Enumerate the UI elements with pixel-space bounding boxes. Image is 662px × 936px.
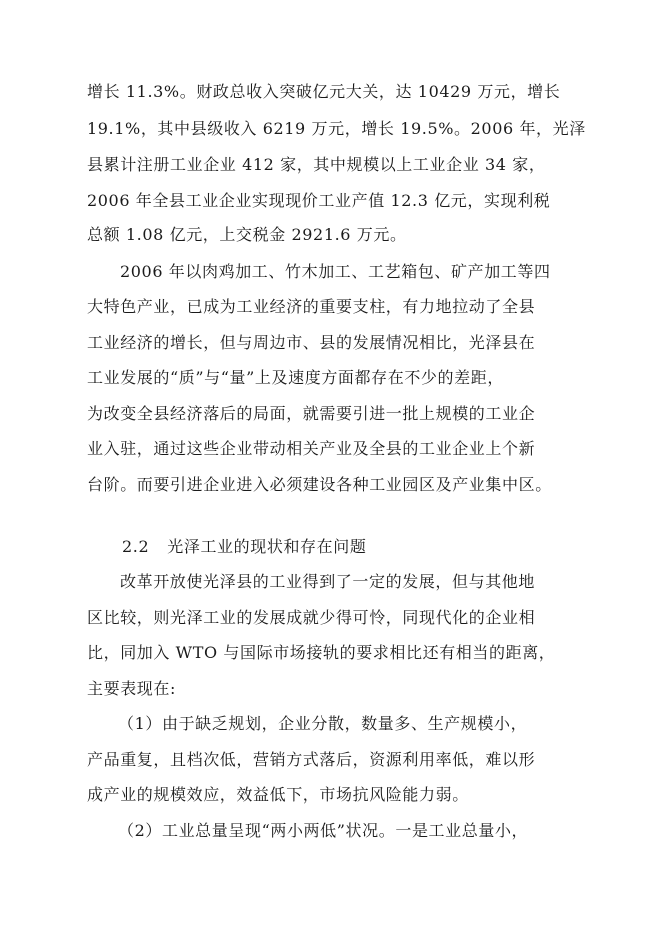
- text-line: 2006 年以肉鸡加工、竹木加工、工艺箱包、矿产加工等四: [120, 262, 551, 281]
- text-line: 成产业的规模效应，效益低下，市场抗风险能力弱。: [87, 785, 469, 804]
- text-line: 比，同加入 WTO 与国际市场接轨的要求相比还有相当的距离，: [87, 643, 556, 662]
- section-title: 光泽工业的现状和存在问题: [167, 537, 367, 556]
- text-line: 19.1%，其中县级收入 6219 万元，增长 19.5%。2006 年，光泽: [87, 119, 586, 138]
- text-line: 为改变全县经济落后的局面，就需要引进一批上规模的工业企: [87, 404, 536, 423]
- text-line: 台阶。而要引进企业进入必须建设各种工业园区及产业集中区。: [87, 475, 552, 494]
- text-line: （2）工业总量呈现“两小两低”状况。一是工业总量小，: [118, 821, 529, 840]
- section-number: 2.2: [122, 537, 150, 556]
- text-line: 主要表现在:: [87, 679, 176, 698]
- text-line: 县累计注册工业企业 412 家，其中规模以上工业企业 34 家，: [87, 155, 546, 174]
- text-line: 工业发展的“质”与“量”上及速度方面都存在不少的差距，: [87, 368, 504, 387]
- text-line: 区比较，则光泽工业的发展成就少得可怜，同现代化的企业相: [87, 608, 536, 627]
- section-heading: [122, 537, 366, 557]
- text-line: 业入驻，通过这些企业带动相关产业及全县的工业企业上个新: [87, 439, 536, 458]
- text-line: （1）由于缺乏规划，企业分散，数量多、生产规模小，: [118, 714, 528, 733]
- text-line: 总额 1.08 亿元，上交税金 2921.6 万元。: [87, 225, 407, 244]
- text-line: 工业经济的增长，但与周边市、县的发展情况相比，光泽县在: [87, 333, 536, 352]
- text-line: 改革开放使光泽县的工业得到了一定的发展，但与其他地: [120, 572, 536, 591]
- text-line: 2006 年全县工业企业实现现价工业产值 12.3 亿元，实现利税: [87, 191, 551, 210]
- text-line: 增长 11.3%。财政总收入突破亿元大关，达 10429 万元，增长: [87, 82, 561, 101]
- text-line: 产品重复，且档次低，营销方式落后，资源利用率低，难以形: [87, 750, 536, 769]
- text-line: 大特色产业，已成为工业经济的重要支柱，有力地拉动了全县: [87, 297, 536, 316]
